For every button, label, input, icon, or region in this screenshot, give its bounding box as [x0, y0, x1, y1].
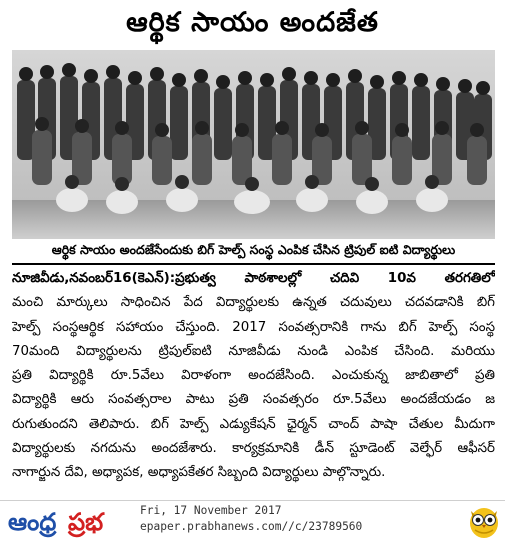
- footer-meta: [140, 503, 440, 535]
- svg-text:ప్రభ: ప్రభ: [68, 508, 104, 536]
- article-body: [12, 267, 495, 481]
- students-photo-image: [12, 50, 495, 239]
- footer-divider: [0, 500, 505, 501]
- svg-text:ఆంధ్ర: ఆంధ్ర: [8, 508, 57, 536]
- article-line: నాగార్జున దేవి, అధ్యాపక, అధ్యాపకేతర సిబ్బంది విద్యార్థులు పాల్గొన్నారు.: [12, 465, 386, 481]
- andhraprabha-logo: [4, 503, 130, 539]
- headline: [0, 4, 505, 48]
- article-line: 70మంది విద్యార్థులను ట్రిపుల్ఐటి నూజివీడు నుండి ఎంపిక చేసింది. మరియు: [12, 343, 495, 359]
- article-line: రుగుతుందని తెలిపారు. బిగ్ హెల్ప్ ఎడ్యుకేషన్ ఛైర్మన్ చాంద్ పాషా చేతుల మీదుగా: [12, 416, 495, 432]
- caption-divider: [12, 263, 495, 265]
- headline-text: ఆర్థిక సాయం అందజేత: [126, 7, 379, 38]
- article-line: మంచి మార్కులు సాధించిన పేద విద్యార్థులకు ఉన్నత చదువులు చదవడానికి బిగ్: [12, 295, 495, 311]
- article-line: హెల్ప్ సంస్థఆర్థిక సహాయం చేస్తుంది. 2017 సంవత్సరానికి గాను బిగ్ హెల్ప్ సంస్థ: [12, 319, 495, 335]
- footer-date: Fri, 17 November 2017: [140, 504, 282, 517]
- owl-icon: [467, 503, 501, 539]
- article-line: విద్యార్థులకు నగదును అందజేశారు. కార్యక్రమానికి డీన్ స్టూడెంట్ వెల్ఫేర్ ఆఫీసర్: [12, 441, 495, 457]
- article-line: ప్రతి విద్యార్థికి రూ.5వేలు విరాళంగా అందజేసింది. ఎంచుకున్న జాబితాలో ప్రతి: [12, 368, 495, 384]
- footer-url[interactable]: epaper.prabhanews.com//c/23789560: [140, 520, 363, 533]
- article-line: విద్యార్థికి ఆరు సంవత్సరాల పాటు ప్రతి సంవత్సరం రూ.5వేలు అందజేయడం జ: [12, 392, 495, 408]
- photo-caption: ఆర్థిక సాయం అందజేసేందుకు బిగ్ హెల్ప్ సంస్థ ఎంపిక చేసిన ట్రిపుల్ ఐటి విద్యార్థులు: [51, 242, 456, 257]
- news-photo: [12, 50, 495, 239]
- article-line: నూజివీడు,నవంబర్16(కెఎన్):ప్రభుత్వ పాఠశాలల్లో చదివి 10వ తరగతిలో: [12, 271, 495, 286]
